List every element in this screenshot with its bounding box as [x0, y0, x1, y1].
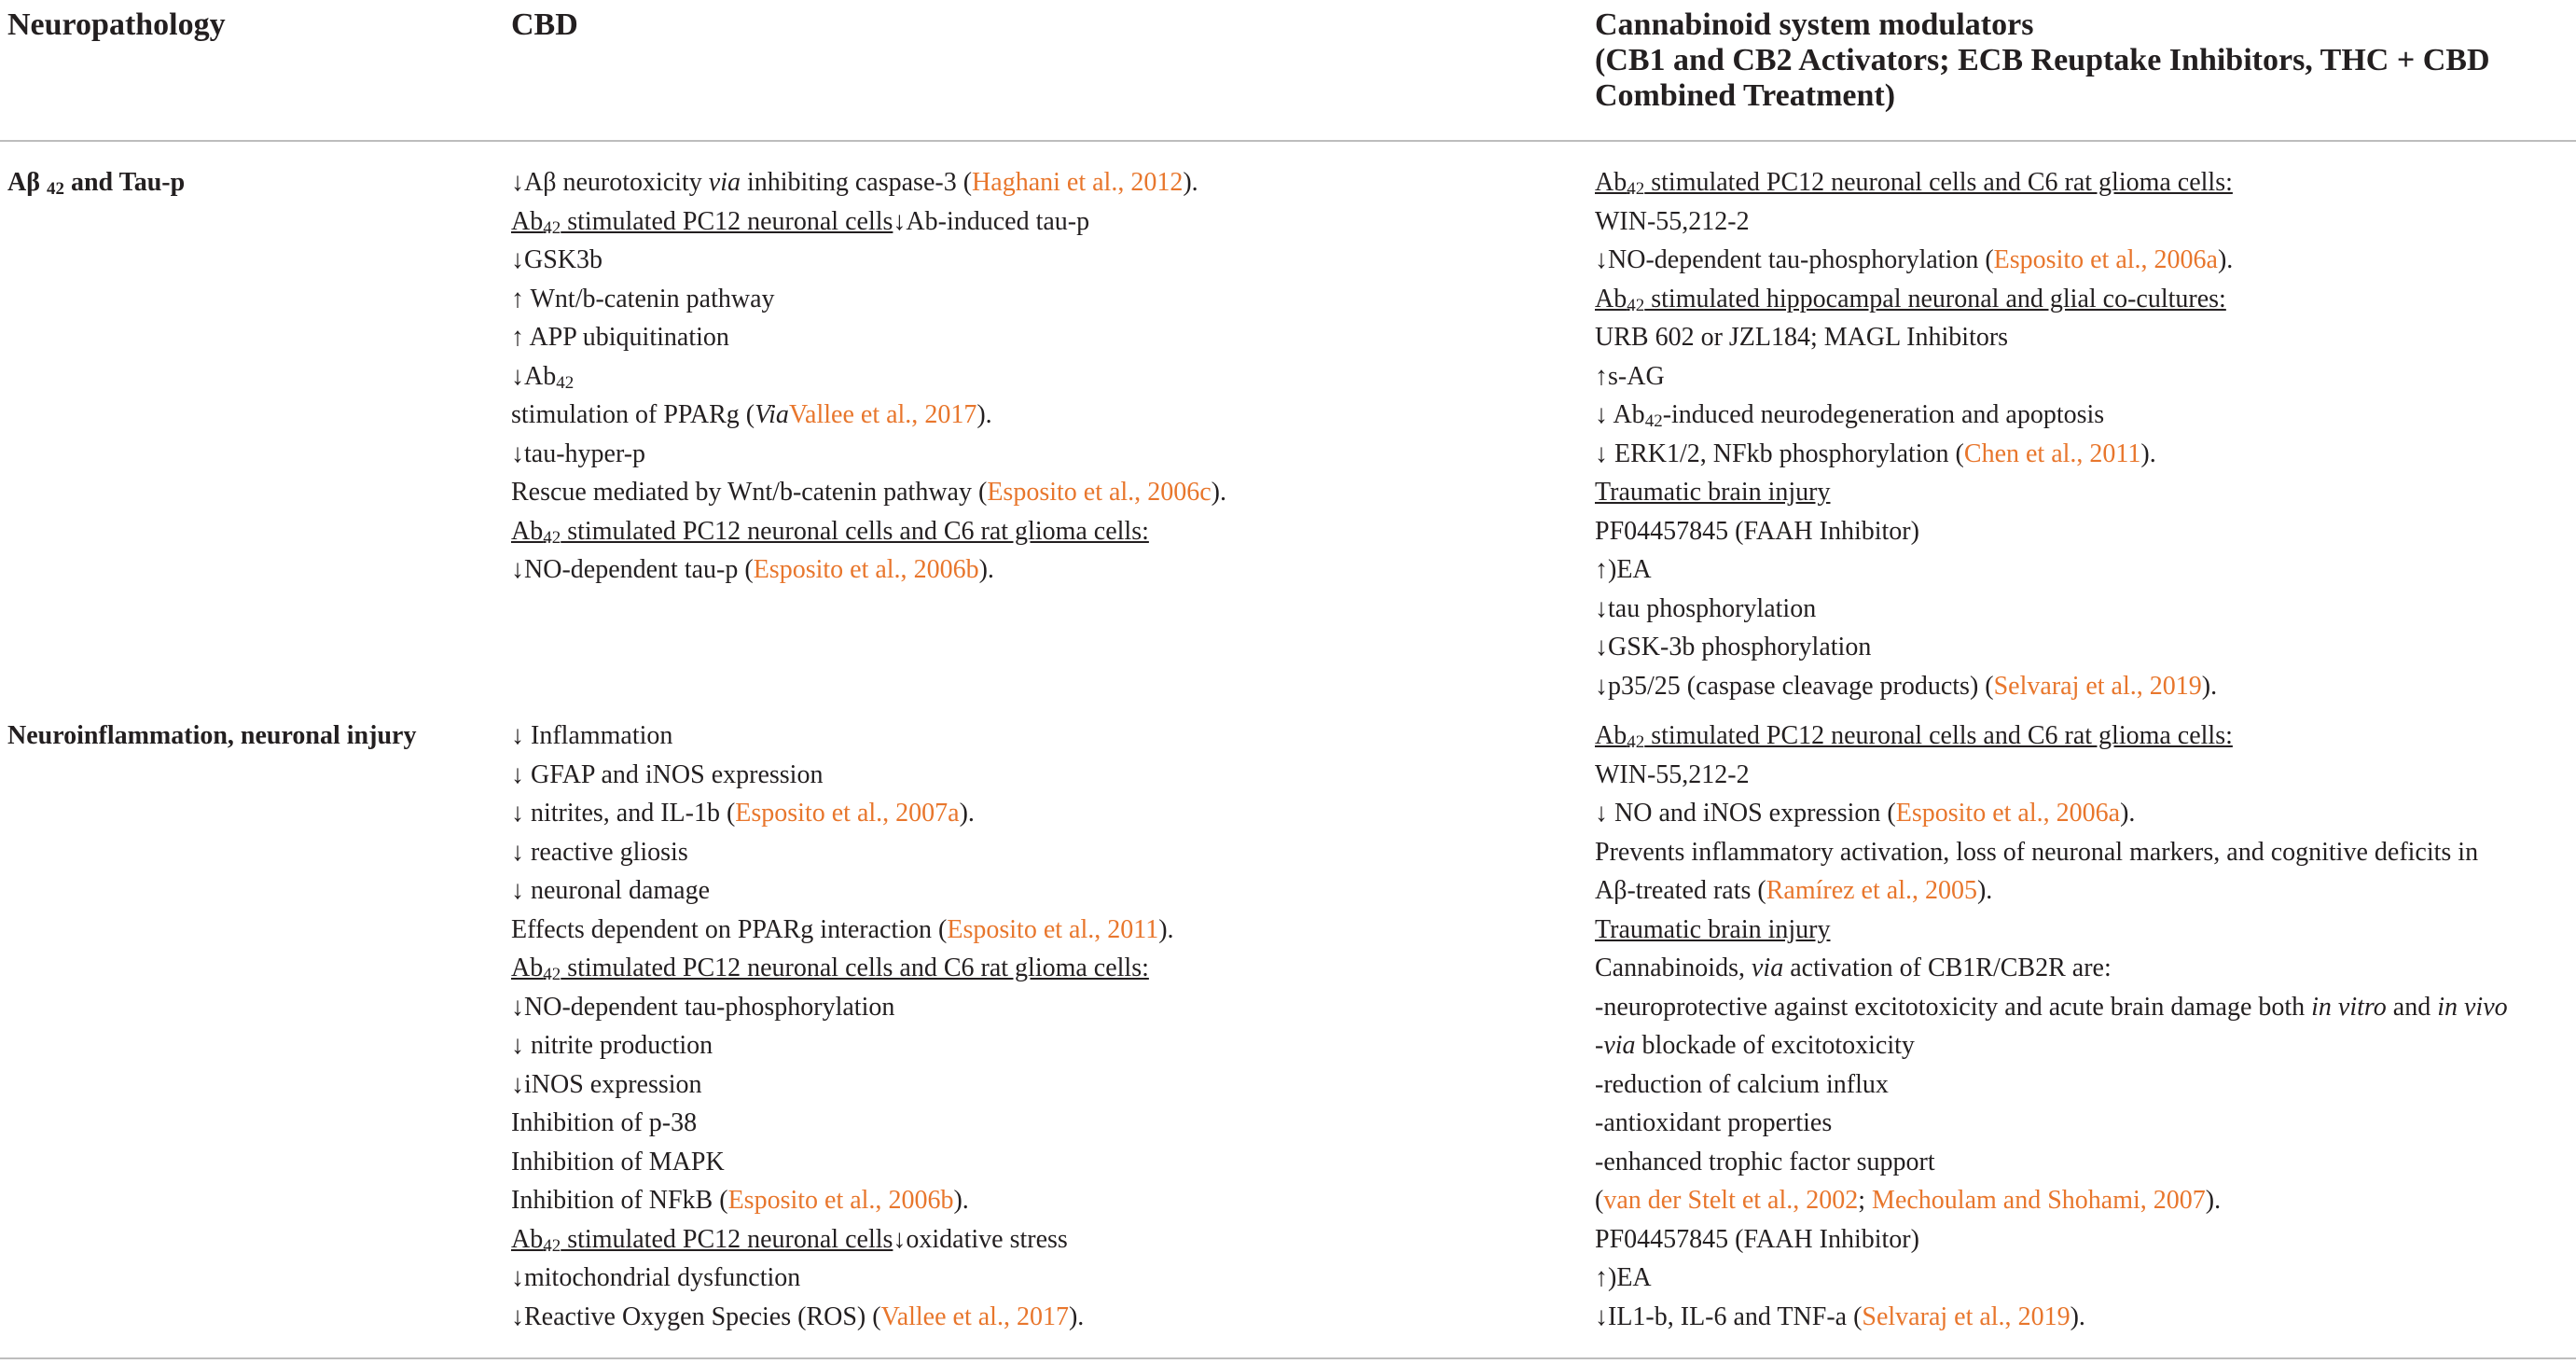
line-text: ). [2201, 671, 2218, 701]
line-text: ↓ NO and iNOS expression ( [1595, 799, 1896, 828]
line-text: ). [2140, 438, 2156, 468]
heading-text: stimulated hippocampal neuronal and glial co-cultures: [1644, 284, 2226, 313]
cell-cbd-abeta-tau [511, 163, 1226, 590]
line-text: ). [953, 1186, 969, 1215]
line-text [907, 555, 914, 584]
text-line [1595, 1220, 2508, 1260]
line-text: ↓NO-dependent tau-phosphorylation [511, 992, 895, 1022]
heading-text: Ab [1595, 284, 1627, 313]
bottom-rule [0, 1357, 2576, 1359]
citation-link[interactable]: 2007a [895, 799, 960, 828]
line-text: ). [2070, 1301, 2085, 1331]
line-text: ). [1211, 478, 1226, 507]
citation-link[interactable]: 2017 [1016, 1301, 1069, 1331]
text-line [511, 794, 1174, 833]
underlined-heading [511, 517, 1149, 546]
text-line [1595, 318, 2233, 357]
underlined-heading [511, 953, 1149, 982]
line-text: ↓ ERK1/2, NFkb phosphorylation ( [1595, 438, 1964, 468]
underlined-heading [1595, 168, 2233, 197]
header-rule [0, 140, 2576, 142]
line-text: ↓ GFAP and iNOS expression [511, 759, 824, 789]
citation-link[interactable]: 2019 [2149, 671, 2202, 701]
text-line [1595, 1104, 2508, 1143]
underlined-heading [1595, 285, 2226, 313]
citation-link[interactable]: Esposito et al., [735, 799, 890, 828]
header-line: (CB1 and CB2 Activators; ECB Reuptake Inhibitors, THC + CBD [1595, 43, 2490, 77]
text-line [511, 473, 1226, 512]
line-text: - [1595, 1031, 1604, 1060]
citation-link[interactable]: Selvaraj et al., [1862, 1301, 2012, 1331]
citation-link[interactable]: Esposito et al., [1993, 245, 2148, 274]
row-label-text: Aβ [7, 168, 47, 197]
line-text: ↓mitochondrial dysfunction [511, 1263, 801, 1292]
line-text: ↓Ab-induced tau-p [893, 206, 1090, 236]
row-label-text: and Tau-p [63, 168, 186, 197]
line-text: ↓Ab [511, 361, 557, 391]
citation-link[interactable]: Vallee et al., [788, 400, 919, 429]
heading-text: stimulated PC12 neuronal cells and C6 rat glioma cells: [1644, 721, 2233, 750]
text-line [511, 512, 1226, 551]
line-text: PF04457845 (FAAH Inhibitor) [1595, 516, 1919, 546]
line-text: ↓tau-hyper-p [511, 438, 646, 468]
citation-link[interactable]: 2007 [2153, 1186, 2206, 1215]
line-text: ↓tau phosphorylation [1595, 593, 1817, 623]
line-text: ↑s-AG [1595, 361, 1665, 391]
text-line [511, 717, 1174, 756]
line-text: WIN-55,212-2 [1595, 759, 1750, 789]
line-text: ). [2120, 799, 2136, 828]
header-line: Combined Treatment) [1595, 78, 1896, 113]
line-text: ↓GSK-3b phosphorylation [1595, 633, 1872, 661]
citation-link[interactable]: Selvaraj et al., [1993, 671, 2143, 701]
citation-link[interactable]: 2006a [2056, 799, 2121, 828]
citation-link[interactable]: Ramírez et al., [1766, 876, 1918, 905]
line-text: -reduction of calcium influx [1595, 1069, 1889, 1099]
line-text: ). [2205, 1186, 2222, 1215]
citation-link[interactable]: 2006b [913, 555, 979, 584]
line-text: blockade of excitotoxicity [1635, 1031, 1915, 1060]
text-line [1595, 1065, 2508, 1105]
citation-link[interactable]: 2006b [888, 1186, 954, 1215]
citation-link[interactable]: Esposito et al., [753, 555, 907, 584]
text-line [511, 911, 1174, 950]
heading-text: Ab [1595, 168, 1627, 197]
text-line [1595, 550, 2233, 590]
citation-link[interactable]: 2005 [1924, 876, 1977, 905]
line-text: ). [978, 555, 994, 584]
line-text: Prevents inflammatory activation, loss of neuronal markers, and cognitive deficits in [1595, 837, 2479, 867]
text-line [1595, 202, 2233, 242]
text-line [511, 1026, 1174, 1065]
heading-text: stimulated PC12 neuronal cells and C6 rat glioma cells: [561, 953, 1149, 982]
line-text: ↑)EA [1595, 555, 1652, 584]
text-line [1595, 473, 2233, 512]
line-text: -antioxidant properties [1595, 1108, 1833, 1137]
underlined-heading [511, 1225, 893, 1254]
heading-text: Ab [511, 953, 544, 982]
line-text: ↓GSK3b [511, 245, 603, 274]
text-line [511, 1065, 1174, 1105]
heading-text: Ab [511, 206, 544, 236]
line-text: URB 602 or JZL184; MAGL Inhibitors [1595, 323, 2009, 352]
citation-link[interactable]: 2012 [1130, 168, 1184, 197]
line-text: PF04457845 (FAAH Inhibitor) [1595, 1224, 1919, 1254]
header-neuropathology: Neuropathology [7, 7, 226, 42]
text-line [1595, 512, 2233, 551]
line-text: ). [1068, 1301, 1085, 1331]
line-text: ). [959, 799, 975, 828]
citation-link[interactable]: 2011 [1107, 914, 1159, 944]
text-line [511, 988, 1174, 1027]
line-text: ). [2217, 245, 2234, 274]
italic-text: via [708, 168, 741, 197]
text-line [1595, 590, 2233, 629]
text-line [1595, 435, 2233, 474]
header-line: Cannabinoid system modulators [1595, 7, 2034, 42]
line-text [2050, 799, 2057, 828]
subscript: 42 [1644, 411, 1663, 431]
line-text [1918, 876, 1925, 905]
line-text: ↓ Ab [1595, 400, 1645, 429]
line-text: Inhibition of NFkB ( [511, 1186, 728, 1215]
line-text: ( [1595, 1186, 1604, 1215]
subscript: 42 [543, 965, 561, 984]
line-text: ↓Reactive Oxygen Species (ROS) ( [511, 1301, 881, 1331]
citation-link[interactable]: Chen et al., [1963, 438, 2084, 468]
citation-link[interactable]: van der Stelt et al., [1603, 1186, 1800, 1215]
line-text: and [2386, 992, 2438, 1022]
heading-text: stimulated PC12 neuronal cells [561, 1224, 893, 1254]
underlined-heading [511, 207, 893, 236]
line-text: ↓p35/25 (caspase cleavage products) ( [1595, 671, 1994, 701]
line-text: ↑ Wnt/b-catenin pathway [511, 284, 775, 313]
text-line [1595, 1298, 2508, 1337]
line-text: ↓NO-dependent tau-p ( [511, 555, 754, 584]
line-text: ↓IL1-b, IL-6 and TNF-a ( [1595, 1301, 1863, 1331]
line-text: ↓NO-dependent tau-phosphorylation ( [1595, 245, 1994, 274]
text-line [511, 1259, 1174, 1298]
line-text: ↓ neuronal damage [511, 876, 711, 905]
citation-link[interactable]: Vallee et al., [880, 1301, 1010, 1331]
line-text: ↓iNOS expression [511, 1069, 702, 1099]
citation-link[interactable]: Esposito et al., [947, 914, 1101, 944]
line-text: ↓ reactive gliosis [511, 837, 688, 867]
heading-text: stimulated PC12 neuronal cells and C6 rat glioma cells: [561, 516, 1149, 546]
line-text: WIN-55,212-2 [1595, 206, 1750, 236]
text-line [511, 871, 1174, 911]
text-line [511, 1104, 1174, 1143]
text-line [511, 756, 1174, 795]
text-line [1595, 833, 2508, 872]
text-line [511, 1220, 1174, 1260]
text-line [511, 357, 1226, 397]
line-text: ). [976, 400, 992, 429]
line-text: ↓ nitrite production [511, 1031, 713, 1060]
text-line [1595, 1026, 2508, 1065]
subscript: 42 [556, 372, 575, 393]
text-line [1595, 1143, 2508, 1182]
text-line [1595, 871, 2508, 911]
text-line [1595, 949, 2508, 988]
line-text [2147, 1186, 2154, 1215]
line-text: ↓ nitrites, and IL-1b ( [511, 799, 736, 828]
line-text: ↓ Inflammation [511, 721, 673, 750]
cell-modulators-neuroinflammation [1595, 717, 2508, 1336]
text-line [1595, 163, 2233, 202]
citation-link[interactable]: Esposito et al., [987, 478, 1142, 507]
row-label-subscript: 42 [46, 179, 64, 199]
cell-cbd-neuroinflammation [511, 717, 1174, 1336]
line-text: ). [1158, 914, 1174, 944]
text-line [511, 550, 1226, 590]
line-text: Rescue mediated by Wnt/b-catenin pathway ( [511, 478, 988, 507]
heading-text: stimulated PC12 neuronal cells [561, 206, 893, 236]
row-label-neuroinflammation: Neuroinflammation, neuronal injury [7, 721, 417, 750]
line-text: -neuroprotective against excitotoxicity and acute brain damage both [1595, 992, 2312, 1022]
citation-link[interactable]: Haghani et al., [972, 168, 1125, 197]
line-text: Aβ-treated rats ( [1595, 876, 1766, 905]
line-text: -induced neurodegeneration and apoptosis [1662, 400, 2105, 429]
citation-link[interactable]: 2019 [2017, 1301, 2070, 1331]
underlined-heading [1595, 915, 1830, 944]
line-text: stimulation of PPARg ( [511, 400, 755, 429]
cell-modulators-abeta-tau [1595, 163, 2233, 705]
italic-text: Via [755, 400, 789, 429]
line-text: Inhibition of MAPK [511, 1147, 725, 1176]
line-text: ↓Aβ neurotoxicity [511, 168, 709, 197]
text-line [1595, 1259, 2508, 1298]
citation-link[interactable]: Esposito et al., [1895, 799, 2050, 828]
line-text: Effects dependent on PPARg interaction ( [511, 914, 948, 944]
subscript: 42 [543, 527, 561, 548]
subscript: 42 [543, 1235, 561, 1256]
heading-text: Traumatic brain injury [1595, 478, 1831, 507]
heading-text: Traumatic brain injury [1595, 914, 1831, 944]
text-line [511, 1298, 1174, 1337]
citation-link[interactable]: Mechoulam and Shohami, [1872, 1186, 2147, 1215]
line-text: Inhibition of p-38 [511, 1108, 698, 1137]
citation-link[interactable]: 2006a [2154, 245, 2218, 274]
line-text: activation of CB1R/CB2R are: [1783, 953, 2112, 982]
line-text: ↓oxidative stress [893, 1224, 1068, 1254]
line-text [2148, 245, 2154, 274]
citation-link[interactable]: 2017 [924, 400, 977, 429]
text-line [511, 280, 1226, 319]
citation-link[interactable]: 2006c [1147, 478, 1212, 507]
line-text: ; [1858, 1186, 1873, 1215]
line-text: ). [1976, 876, 1993, 905]
italic-text: in vivo [2437, 992, 2508, 1022]
underlined-heading [1595, 478, 1830, 507]
text-line [1595, 717, 2508, 756]
text-line [511, 163, 1226, 202]
text-line [1595, 667, 2233, 706]
header-cannabinoid-modulators [1595, 7, 2490, 114]
heading-text: Ab [511, 1224, 544, 1254]
italic-text: via [1603, 1031, 1636, 1060]
text-line [1595, 1181, 2508, 1220]
text-line [511, 318, 1226, 357]
line-text: inhibiting caspase-3 ( [740, 168, 973, 197]
underlined-heading [1595, 721, 2233, 750]
text-line [1595, 280, 2233, 319]
italic-text: in vitro [2311, 992, 2387, 1022]
line-text [1010, 1302, 1017, 1331]
heading-text: Ab [1595, 721, 1627, 750]
text-line [511, 949, 1174, 988]
text-line [1595, 794, 2508, 833]
line-text: ↑)EA [1595, 1263, 1652, 1292]
text-line [511, 396, 1226, 435]
text-line [1595, 911, 2508, 950]
text-line [511, 241, 1226, 280]
text-line [511, 833, 1174, 872]
text-line [511, 1143, 1174, 1182]
text-line [1595, 241, 2233, 280]
heading-text: Ab [511, 516, 544, 546]
line-text: -enhanced trophic factor support [1595, 1147, 1935, 1176]
text-line [1595, 988, 2508, 1027]
text-line [1595, 628, 2233, 667]
citation-link[interactable]: 2011 [2089, 438, 2141, 468]
line-text [2143, 672, 2150, 701]
line-text: ). [1183, 168, 1198, 197]
subscript: 42 [1627, 732, 1645, 752]
text-line [511, 202, 1226, 242]
citation-link[interactable]: 2002 [1806, 1186, 1859, 1215]
italic-text: via [1752, 953, 1784, 982]
subscript: 42 [1627, 179, 1645, 199]
text-line [1595, 756, 2508, 795]
row-label-abeta-tau [7, 163, 185, 202]
citation-link[interactable]: Esposito et al., [727, 1186, 882, 1215]
subscript: 42 [1627, 295, 1645, 315]
text-line [511, 435, 1226, 474]
text-line [511, 1181, 1174, 1220]
line-text: Cannabinoids, [1595, 953, 1752, 982]
text-line [1595, 396, 2233, 435]
line-text [2012, 1302, 2018, 1331]
line-text: ↑ APP ubiquitination [511, 323, 729, 352]
subscript: 42 [543, 217, 561, 238]
header-cbd: CBD [511, 7, 578, 42]
heading-text: stimulated PC12 neuronal cells and C6 rat glioma cells: [1644, 168, 2233, 197]
text-line [1595, 357, 2233, 397]
